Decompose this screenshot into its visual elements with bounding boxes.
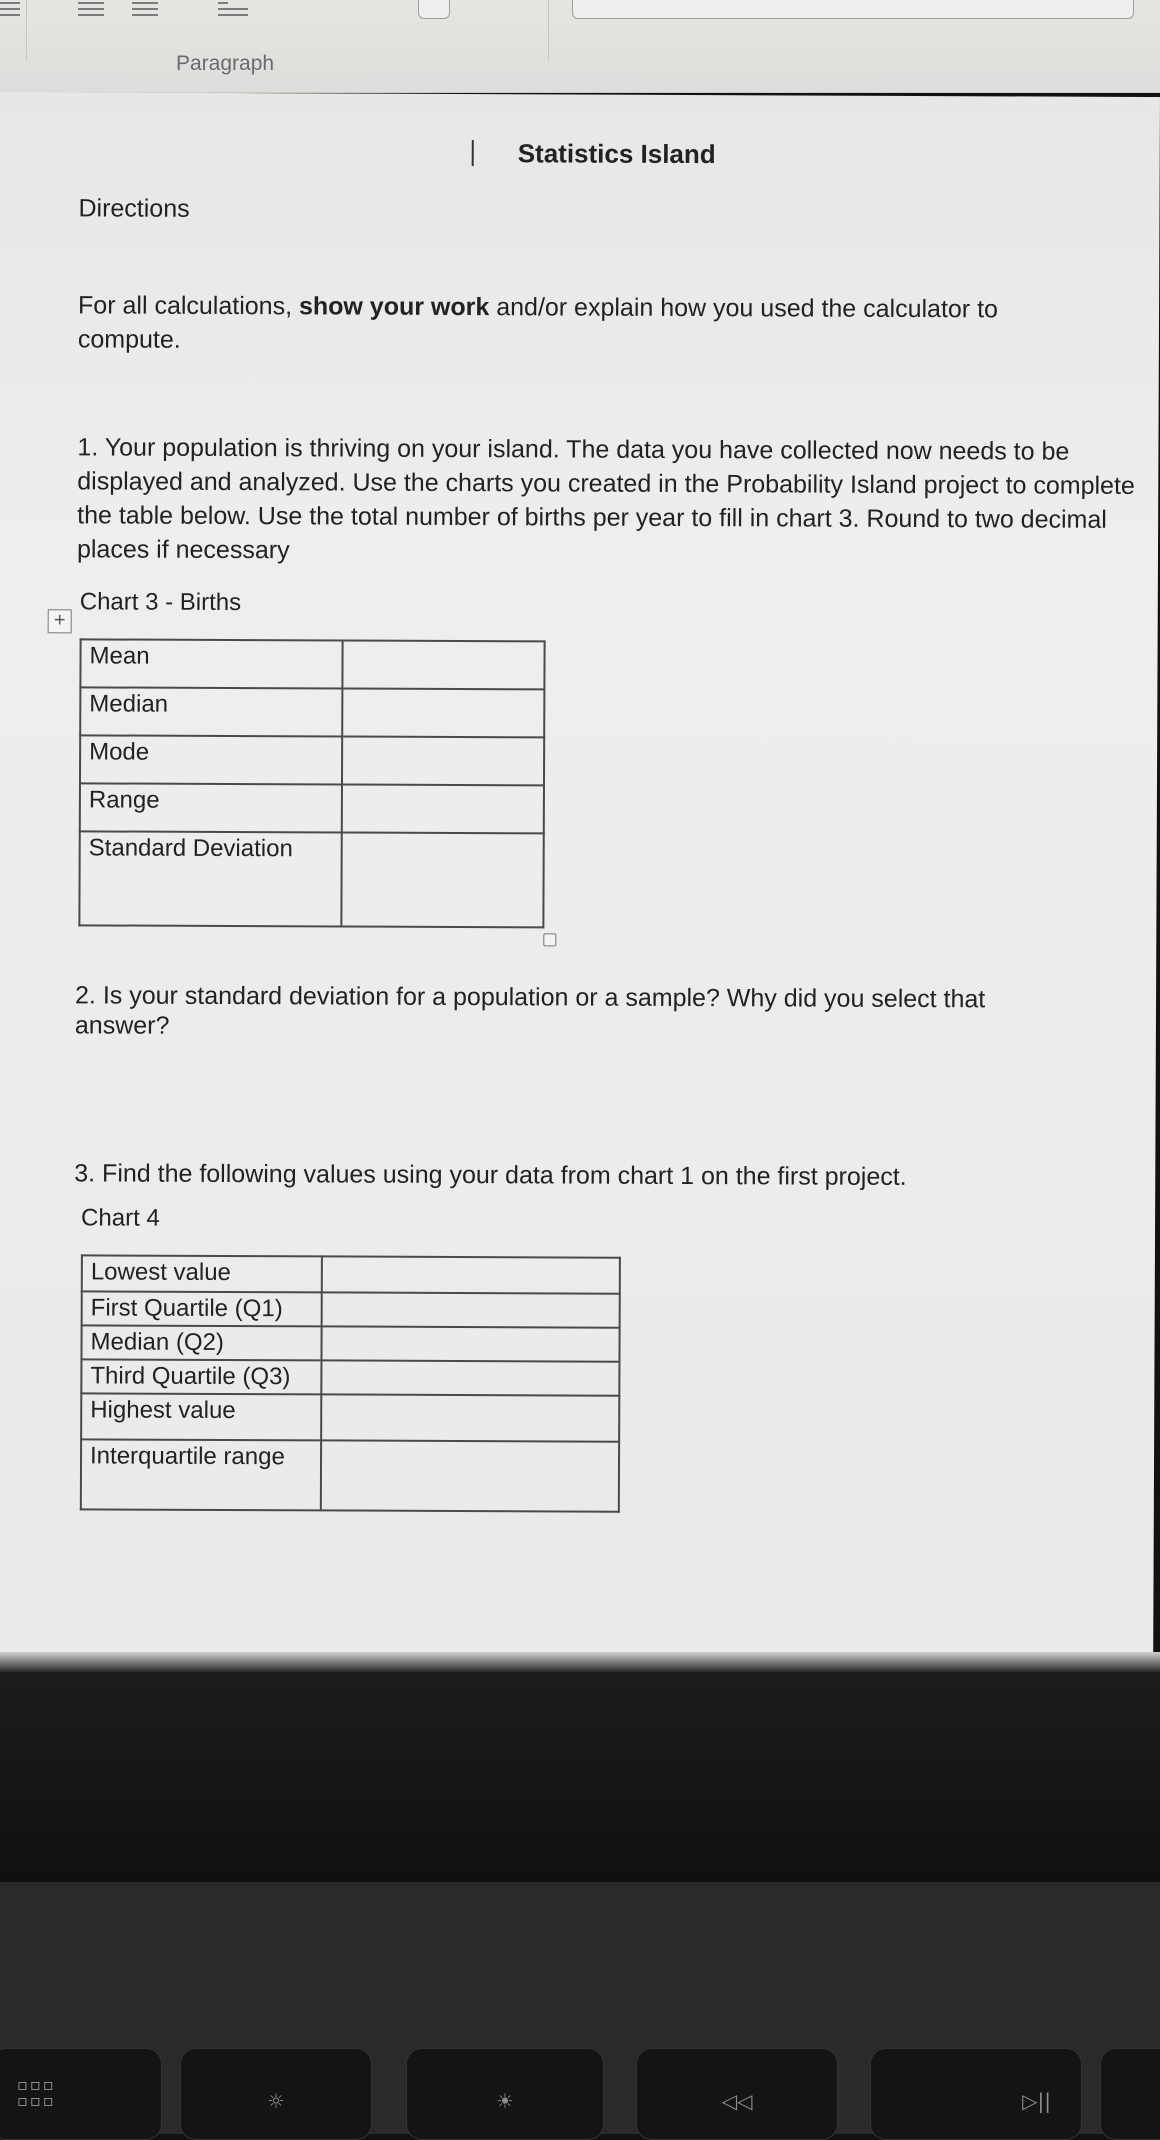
table-row bbox=[81, 1439, 619, 1511]
table-cell-label: Interquartile range bbox=[81, 1439, 321, 1510]
table-row bbox=[80, 687, 544, 737]
table-row bbox=[80, 783, 544, 833]
screen-edge bbox=[0, 1652, 1160, 1672]
page-title: Statistics Island bbox=[517, 138, 716, 170]
directions-heading: Directions bbox=[78, 194, 190, 223]
table-cell-value[interactable] bbox=[321, 1360, 619, 1395]
table-resize-handle-icon[interactable] bbox=[543, 933, 556, 946]
table-cell-value[interactable] bbox=[321, 1440, 619, 1511]
document-page[interactable] bbox=[0, 92, 1160, 1657]
table-row bbox=[80, 639, 544, 689]
table-row bbox=[82, 1255, 620, 1293]
align-right-icon[interactable] bbox=[132, 2, 158, 20]
table-cell-label: Third Quartile (Q3) bbox=[81, 1359, 321, 1394]
chart-3-table[interactable] bbox=[78, 638, 545, 928]
question-2-text[interactable]: 2. Is your standard deviation for a population or a sample? Why did you select that answer? bbox=[74, 981, 986, 1040]
table-cell-value[interactable] bbox=[342, 641, 544, 690]
play-pause-icon: ▷|| bbox=[1022, 2089, 1051, 2113]
chart-4-table[interactable] bbox=[80, 1254, 621, 1512]
rewind-key bbox=[636, 2048, 838, 2140]
laptop-bezel bbox=[0, 1672, 1160, 1882]
table-cell-value[interactable] bbox=[321, 1326, 619, 1361]
table-cell-label: Range bbox=[80, 783, 342, 832]
table-row bbox=[79, 831, 543, 927]
table-row bbox=[81, 1325, 619, 1361]
align-justify-icon[interactable] bbox=[0, 2, 20, 20]
table-cell-label: Lowest value bbox=[82, 1255, 322, 1292]
instructions-paragraph[interactable]: For all calculations, show your work and/or explain how you used the calculator to compute. bbox=[77, 291, 999, 354]
toolbar-divider bbox=[548, 0, 549, 60]
table-cell-label: Mean bbox=[80, 639, 342, 688]
table-row bbox=[81, 1393, 619, 1441]
chart-4-label: Chart 4 bbox=[81, 1204, 160, 1232]
table-cell-value[interactable] bbox=[342, 688, 544, 737]
table-row bbox=[81, 1359, 619, 1395]
question-1-text[interactable]: 1. Your population is thriving on your island. The data you have collected now needs to be displayed and analyzed. Use the charts you created in the Probability Island project to complete the table below. Use the total number of births per year to fill in chart 3. Round to two decimal places if necessary bbox=[76, 433, 1135, 565]
table-row bbox=[82, 1291, 620, 1327]
paragraph-style-label: Paragraph bbox=[176, 52, 275, 75]
table-move-handle-icon[interactable]: + bbox=[48, 609, 72, 633]
text-cursor bbox=[472, 140, 474, 166]
style-selector[interactable] bbox=[572, 0, 1134, 19]
brightness-down-key bbox=[180, 2048, 372, 2140]
table-cell-label: Median (Q2) bbox=[81, 1325, 321, 1360]
toolbar-divider bbox=[26, 0, 27, 60]
mission-control-key bbox=[0, 2048, 162, 2140]
align-left-icon[interactable] bbox=[78, 2, 104, 20]
chart-3-label: Chart 3 - Births bbox=[79, 588, 242, 617]
table-insert-icon[interactable] bbox=[418, 0, 450, 19]
brightness-up-icon: ☀ bbox=[496, 2089, 514, 2113]
table-cell-label: Standard Deviation bbox=[79, 831, 341, 926]
table-cell-value[interactable] bbox=[322, 1292, 620, 1327]
play-pause-key bbox=[870, 2048, 1082, 2140]
rewind-icon: ◁◁ bbox=[721, 2089, 753, 2113]
line-spacing-icon[interactable] bbox=[218, 2, 248, 20]
table-cell-value[interactable] bbox=[321, 1394, 619, 1441]
mission-control-icon: ▫▫▫ ▫▫▫ bbox=[17, 2075, 56, 2110]
table-cell-label: First Quartile (Q1) bbox=[82, 1291, 322, 1326]
question-3-text[interactable]: 3. Find the following values using your data from chart 1 on the first project. bbox=[74, 1159, 907, 1191]
table-cell-value[interactable] bbox=[322, 1256, 620, 1293]
table-cell-label: Median bbox=[80, 687, 342, 736]
table-row bbox=[80, 735, 544, 785]
editor-toolbar bbox=[0, 0, 1160, 93]
brightness-up-key bbox=[406, 2048, 604, 2140]
table-cell-value[interactable] bbox=[342, 736, 544, 785]
fast-forward-key bbox=[1100, 2048, 1160, 2140]
emphasis-text: show your work bbox=[298, 292, 490, 322]
table-cell-label: Mode bbox=[80, 735, 342, 784]
table-cell-value[interactable] bbox=[342, 784, 544, 833]
table-cell-value[interactable] bbox=[341, 832, 543, 927]
table-cell-label: Highest value bbox=[81, 1393, 321, 1440]
brightness-down-icon: ☼ bbox=[267, 2089, 285, 2113]
